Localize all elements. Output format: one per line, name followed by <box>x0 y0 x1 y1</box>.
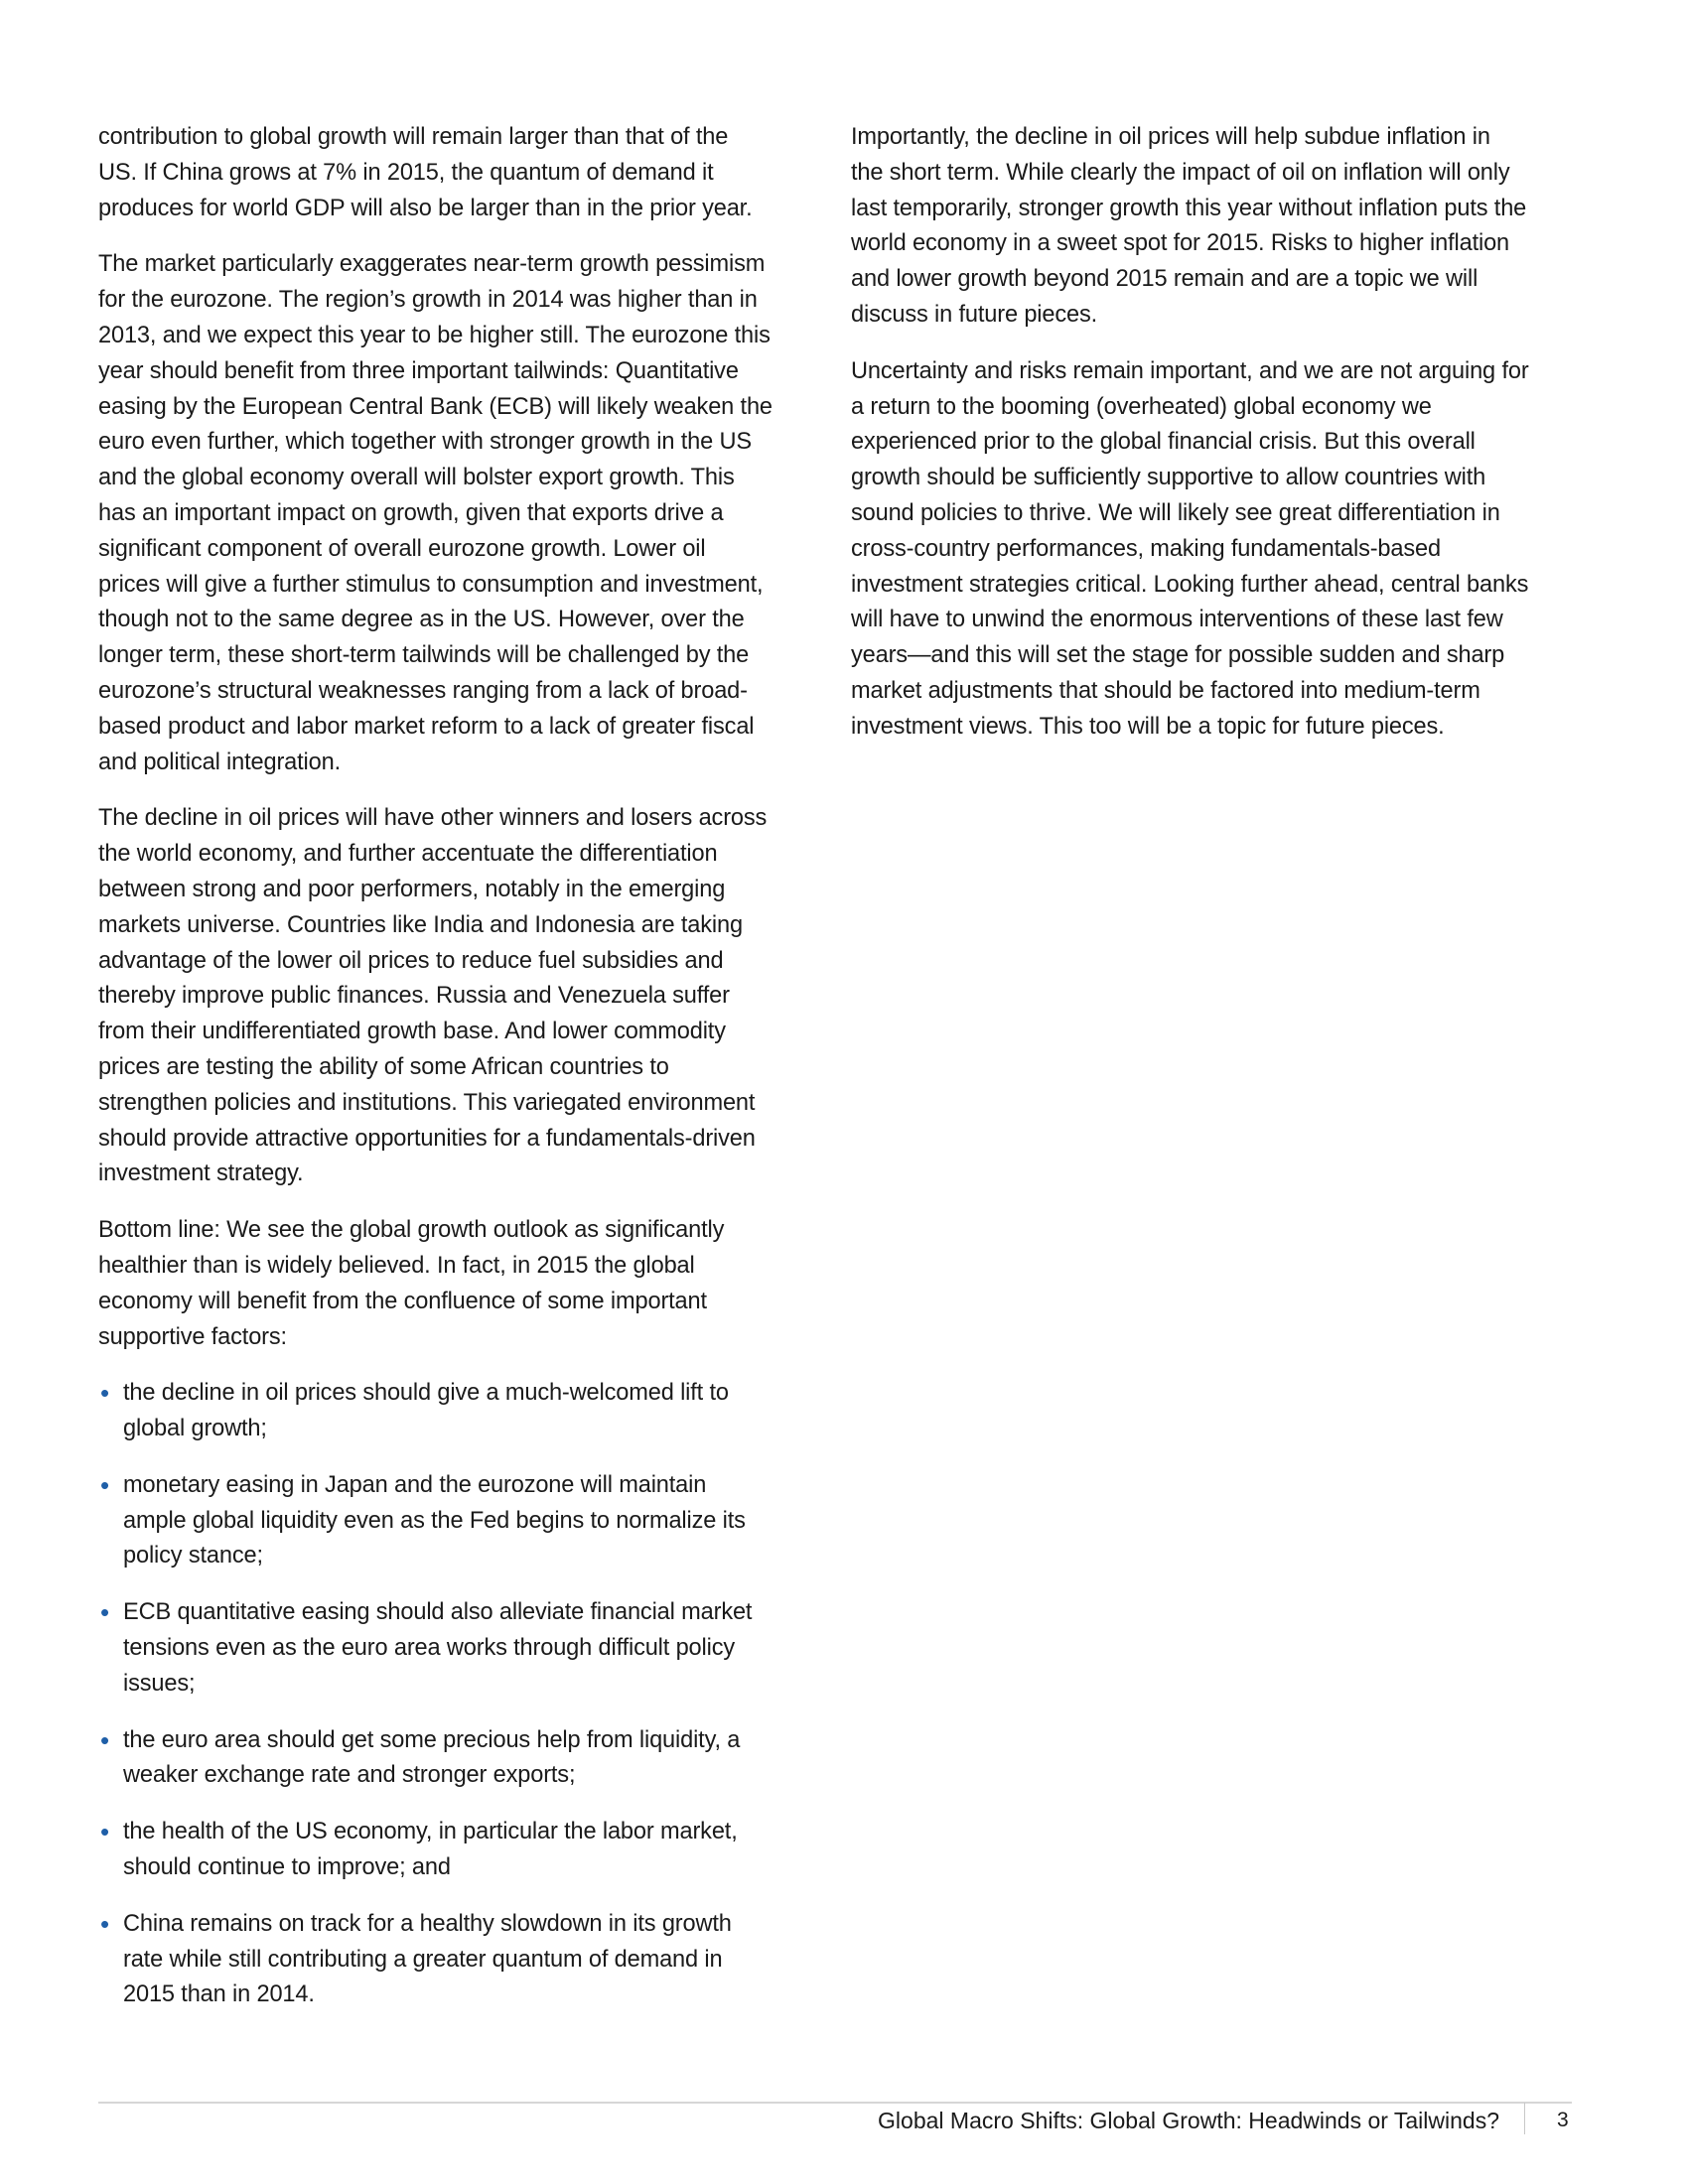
text-line: the health of the US economy, in particular the labor market, <box>123 1819 738 1845</box>
text-line: prices will give a further stimulus to consumption and investment, <box>98 571 764 598</box>
left-column <box>98 120 823 2034</box>
text-line: year should benefit from three important tailwinds: Quantitative <box>98 357 739 384</box>
bullet-item <box>98 1723 823 1795</box>
text-line: economy will benefit from the confluence of some important <box>98 1288 707 1314</box>
text-line: weaker exchange rate and stronger exports; <box>123 1762 576 1789</box>
text-line: significant component of overall eurozone growth. Lower oil <box>98 535 706 562</box>
text-line: easing by the European Central Bank (ECB) will likely weaken the <box>98 393 773 420</box>
text-line: will have to unwind the enormous interventions of these last few <box>851 607 1503 633</box>
text-line: global growth; <box>123 1416 267 1442</box>
text-line: between strong and poor performers, notably in the emerging <box>98 876 726 902</box>
bullet-item <box>98 1815 823 1886</box>
text-line: for the eurozone. The region’s growth in 2014 was higher than in <box>98 287 758 314</box>
bullet-item <box>98 1376 823 1447</box>
text-line: a return to the booming (overheated) global economy we <box>851 393 1432 420</box>
paragraph <box>851 120 1576 334</box>
text-line: the world economy, and further accentuate the differentiation <box>98 841 718 868</box>
text-line: rate while still contributing a greater quantum of demand in <box>123 1946 723 1973</box>
text-line: ample global liquidity even as the Fed begins to normalize its <box>123 1507 746 1534</box>
text-line: growth should be sufficiently supportive to allow countries with <box>851 465 1486 491</box>
text-line: the decline in oil prices should give a much-welcomed lift to <box>123 1380 729 1407</box>
text-line: monetary easing in Japan and the eurozone will maintain <box>123 1471 707 1498</box>
text-line: policy stance; <box>123 1543 263 1570</box>
paragraph <box>98 120 823 226</box>
text-line: world economy in a sweet spot for 2015. Risks to higher inflation <box>851 230 1510 257</box>
text-line: from their undifferentiated growth base. And lower commodity <box>98 1019 726 1045</box>
text-line: US. If China grows at 7% in 2015, the quantum of demand it <box>98 159 714 186</box>
text-line: issues; <box>123 1670 196 1697</box>
text-line: sound policies to thrive. We will likely see great differentiation in <box>851 499 1500 526</box>
text-line: Bottom line: We see the global growth outlook as significantly <box>98 1217 725 1244</box>
text-line: and lower growth beyond 2015 remain and are a topic we will <box>851 266 1478 293</box>
text-line: advantage of the lower oil prices to reduce fuel subsidies and <box>98 947 724 974</box>
text-line: and political integration. <box>98 749 341 775</box>
footer-title: Global Macro Shifts: Global Growth: Headwinds or Tailwinds? <box>878 2108 1499 2133</box>
text-line: contribution to global growth will remain larger than that of the <box>98 124 729 150</box>
bullet-icon: • <box>100 1908 109 1939</box>
text-line: though not to the same degree as in the US. However, over the <box>98 607 745 633</box>
bullet-icon: • <box>100 1817 109 1847</box>
text-line: the short term. While clearly the impact of oil on inflation will only <box>851 159 1510 186</box>
text-line: China remains on track for a healthy slowdown in its growth <box>123 1910 732 1937</box>
page-number: 3 <box>1557 2109 1569 2131</box>
bullet-icon: • <box>100 1724 109 1755</box>
text-line: markets universe. Countries like India and Indonesia are taking <box>98 911 743 938</box>
text-line: eurozone’s structural weaknesses ranging from a lack of broad- <box>98 677 748 704</box>
text-line: investment views. This too will be a topic for future pieces. <box>851 713 1445 740</box>
text-line: thereby improve public finances. Russia and Venezuela suffer <box>98 983 730 1010</box>
bullet-item <box>98 1468 823 1574</box>
text-line: Uncertainty and risks remain important, and we are not arguing for <box>851 357 1529 384</box>
paragraph <box>98 1213 823 1355</box>
bullet-icon: • <box>100 1597 109 1628</box>
text-line: strengthen policies and institutions. This variegated environment <box>98 1089 756 1116</box>
text-line: The decline in oil prices will have other winners and losers across <box>98 805 768 832</box>
text-line: years—and this will set the stage for possible sudden and sharp <box>851 642 1505 669</box>
right-column <box>851 120 1576 766</box>
text-line: should provide attractive opportunities for a fundamentals-driven <box>98 1125 756 1152</box>
text-line: based product and labor market reform to a lack of greater fiscal <box>98 713 755 740</box>
text-line: produces for world GDP will also be larger than in the prior year. <box>98 195 753 221</box>
paragraph <box>851 354 1576 746</box>
text-line: the euro area should get some precious help from liquidity, a <box>123 1726 741 1753</box>
bullet-item <box>98 1595 823 1702</box>
text-line: prices are testing the ability of some African countries to <box>98 1053 669 1080</box>
text-line: supportive factors: <box>98 1323 287 1350</box>
footer-separator <box>1524 2103 1525 2134</box>
text-line: investment strategy. <box>98 1160 304 1187</box>
text-line: 2015 than in 2014. <box>123 1981 315 2008</box>
text-line: healthier than is widely believed. In fact, in 2015 the global <box>98 1252 695 1279</box>
text-line: The market particularly exaggerates near-term growth pessimism <box>98 251 766 278</box>
text-line: has an important impact on growth, given that exports drive a <box>98 499 724 526</box>
text-line: market adjustments that should be factored into medium-term <box>851 677 1480 704</box>
text-line: cross-country performances, making fundamentals-based <box>851 535 1441 562</box>
text-line: investment strategies critical. Looking further ahead, central banks <box>851 571 1529 598</box>
text-line: longer term, these short-term tailwinds will be challenged by the <box>98 642 750 669</box>
text-line: should continue to improve; and <box>123 1854 451 1881</box>
paragraph <box>98 801 823 1192</box>
text-line: euro even further, which together with stronger growth in the US <box>98 429 752 456</box>
bullet-icon: • <box>100 1378 109 1409</box>
text-line: Importantly, the decline in oil prices will help subdue inflation in <box>851 124 1490 150</box>
text-line: discuss in future pieces. <box>851 301 1098 328</box>
text-line: and the global economy overall will bolster export growth. This <box>98 465 735 491</box>
text-line: last temporarily, stronger growth this year without inflation puts the <box>851 195 1527 221</box>
paragraph <box>98 247 823 780</box>
bullet-item <box>98 1907 823 2013</box>
text-line: tensions even as the euro area works through difficult policy <box>123 1635 736 1662</box>
text-line: experienced prior to the global financial crisis. But this overall <box>851 429 1476 456</box>
text-line: ECB quantitative easing should also alleviate financial market <box>123 1599 753 1626</box>
text-line: 2013, and we expect this year to be higher still. The eurozone this <box>98 322 771 348</box>
bullet-icon: • <box>100 1469 109 1500</box>
